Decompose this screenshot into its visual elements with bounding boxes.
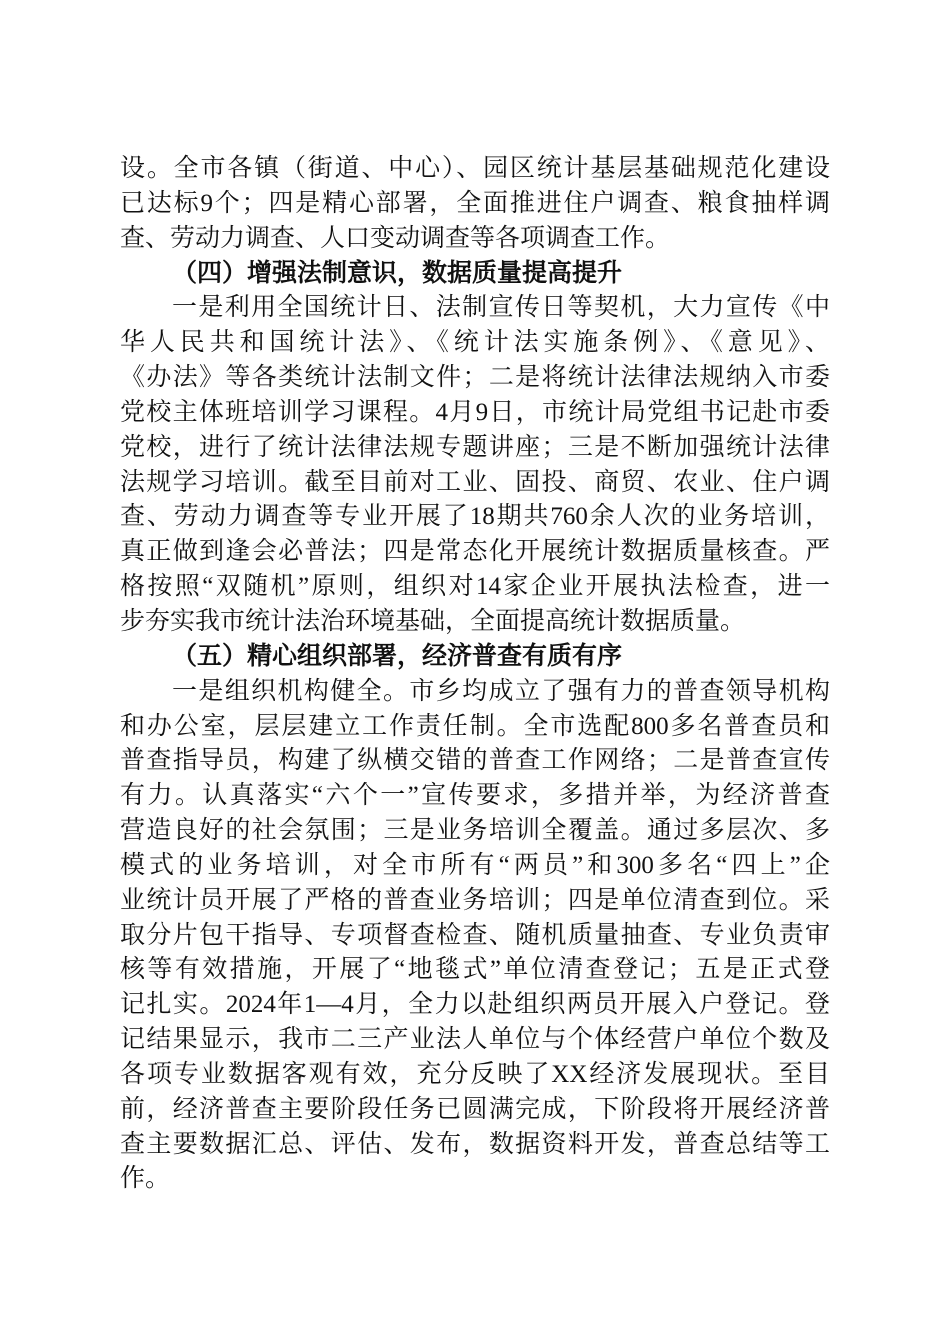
text-line: 前，经济普查主要阶段任务已圆满完成，下阶段将开展经济普	[120, 1095, 830, 1123]
paragraph-section-4	[120, 291, 830, 639]
text-line: 普查指导员，构建了纵横交错的普查工作网络；二是普查宣传	[120, 747, 830, 775]
text-line: 一是利用全国统计日、法制宣传日等契机，大力宣传《中	[172, 294, 830, 322]
text-line: 作。	[120, 1165, 171, 1193]
text-line: 查、劳动力调查等专业开展了18期共760余人次的业务培训，	[120, 503, 830, 531]
text-line: 业统计员开展了严格的普查业务培训；四是单位清查到位。采	[120, 886, 830, 914]
text-line: 查、劳动力调查、人口变动调查等各项调查工作。	[120, 224, 671, 252]
text-line: 和办公室，层层建立工作责任制。全市选配800多名普查员和	[120, 712, 830, 740]
text-line: 法规学习培训。截至目前对工业、固投、商贸、农业、住户调	[120, 468, 830, 496]
paragraph-section-5	[120, 675, 830, 1198]
paragraph-section-3-tail	[120, 152, 830, 257]
text-line: 记结果显示，我市二三产业法人单位与个体经营户单位个数及	[120, 1026, 830, 1054]
text-line: 《办法》等各类统计法制文件；二是将统计法律法规纳入市委	[120, 364, 830, 392]
text-line: 步夯实我市统计法治环境基础，全面提高统计数据质量。	[120, 607, 746, 635]
text-line: 已达标9个；四是精心部署，全面推进住户调查、粮食抽样调	[120, 189, 830, 217]
text-line: 格按照“双随机”原则，组织对14家企业开展执法检查，进一	[120, 573, 830, 601]
text-line: 一是组织机构健全。市乡均成立了强有力的普查领导机构	[172, 677, 830, 705]
section-heading-5: （五）精心组织部署，经济普查有质有序	[172, 642, 623, 670]
section-heading-4: （四）增强法制意识，数据质量提高提升	[172, 259, 623, 287]
text-line: 查主要数据汇总、评估、发布，数据资料开发，普查总结等工	[120, 1130, 830, 1158]
text-line: 党校主体班培训学习课程。4月9日，市统计局党组书记赴市委	[120, 398, 830, 426]
text-line: 取分片包干指导、专项督查检查、随机质量抽查、专业负责审	[120, 921, 830, 949]
text-line: 有力。认真落实“六个一”宣传要求，多措并举，为经济普查	[120, 782, 830, 810]
text-line: 营造良好的社会氛围；三是业务培训全覆盖。通过多层次、多	[120, 817, 830, 845]
text-line: 各项专业数据客观有效，充分反映了XX经济发展现状。至目	[120, 1060, 830, 1088]
document-page	[120, 152, 830, 1197]
text-line: 华人民共和国统计法》、《统计法实施条例》、《意见》、	[120, 329, 830, 357]
text-line: 设。全市各镇（街道、中心）、园区统计基层基础规范化建设	[120, 155, 830, 182]
text-line: 党校，进行了统计法律法规专题讲座；三是不断加强统计法律	[120, 433, 830, 461]
text-line: 真正做到逢会必普法；四是常态化开展统计数据质量核查。严	[120, 538, 830, 566]
text-line: 模式的业务培训，对全市所有“两员”和300多名“四上”企	[120, 851, 830, 879]
text-line: 核等有效措施，开展了“地毯式”单位清查登记；五是正式登	[120, 956, 830, 984]
text-line: 记扎实。2024年1—4月，全力以赴组织两员开展入户登记。登	[120, 991, 830, 1019]
